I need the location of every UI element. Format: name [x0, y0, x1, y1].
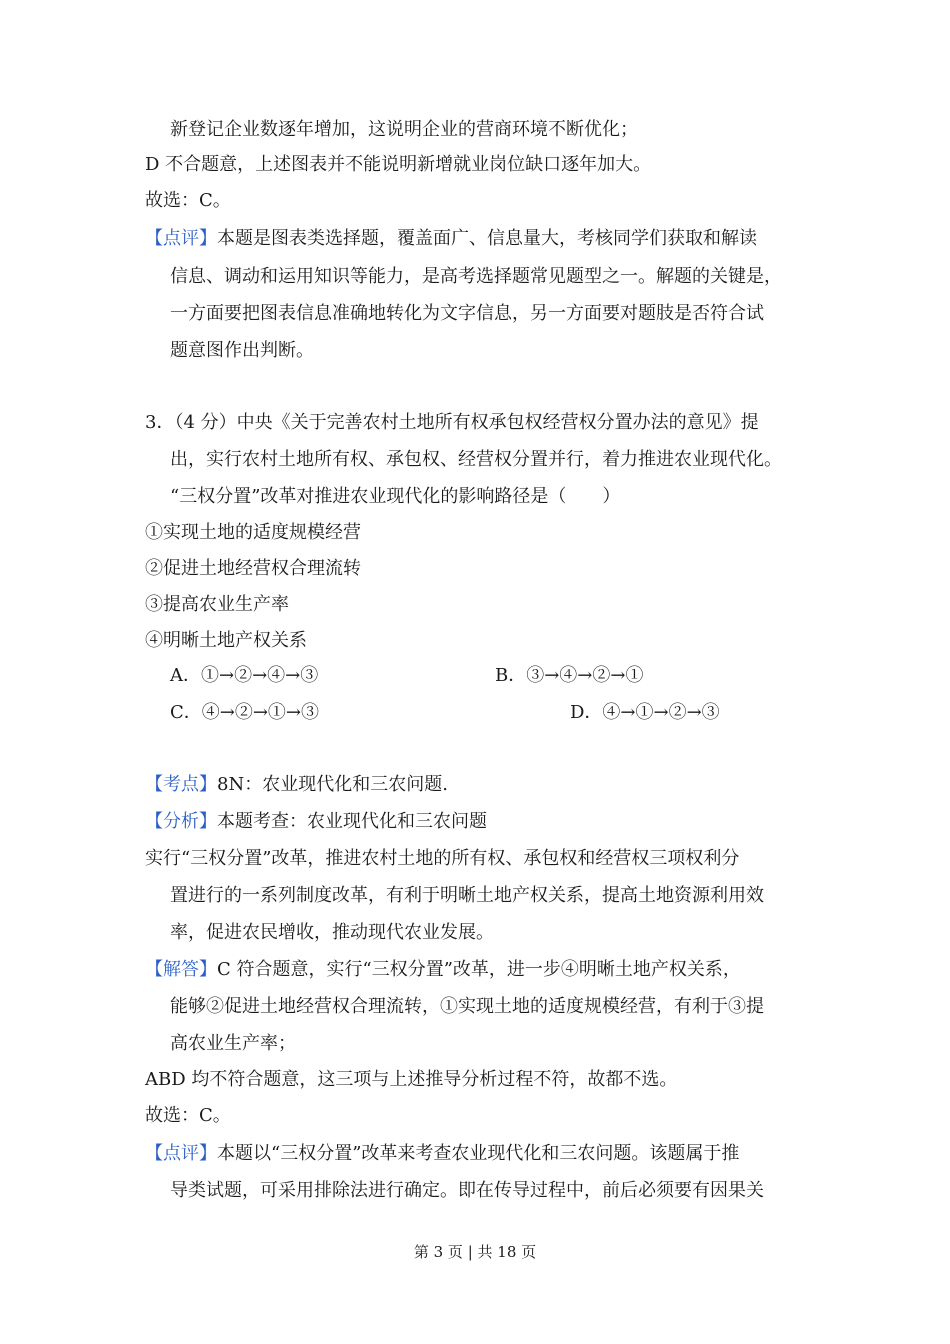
- question-item-1: ①实现土地的适度规模经营: [145, 522, 361, 543]
- dianping-line-2: 导类试题，可采用排除法进行确定。即在传导过程中，前后必须要有因果关: [170, 1180, 764, 1201]
- prev-analysis-line-1: 新登记企业数逐年增加，这说明企业的营商环境不断优化；: [170, 119, 638, 140]
- fenxi-line-3: 置进行的一系列制度改革，有利于明晰土地产权关系，提高土地资源利用效: [170, 885, 764, 906]
- jieda-text: C 符合题意，实行“三权分置”改革，进一步④明晰土地产权关系，: [217, 959, 741, 980]
- option-c: C．④→②→①→③: [170, 702, 320, 723]
- prev-comment-line-4: 题意图作出判断。: [170, 340, 314, 361]
- jieda-line-1: [145, 957, 741, 983]
- option-d: D．④→①→②→③: [570, 702, 720, 723]
- jieda-line-2: 能够②促进土地经营权合理流转，①实现土地的适度规模经营，有利于③提: [170, 996, 764, 1017]
- fenxi-text: 本题考查：农业现代化和三农问题: [217, 811, 487, 832]
- fenxi-line-4: 率，促进农民增收，推动现代农业发展。: [170, 922, 494, 943]
- dianping-line-1: [145, 1141, 739, 1167]
- question-item-3: ③提高农业生产率: [145, 594, 289, 615]
- dianping-text: 本题以“三权分置”改革来考查农业现代化和三农问题。该题属于推: [217, 1143, 740, 1164]
- prev-comment-line-3: 一方面要把图表信息准确地转化为文字信息，另一方面要对题肢是否符合试: [170, 303, 764, 324]
- fenxi-line-1: [145, 809, 487, 835]
- kaodian-text: 8N：农业现代化和三农问题.: [217, 774, 448, 795]
- question-item-4: ④明晰土地产权关系: [145, 630, 307, 651]
- question-line-3: “三权分置”改革对推进农业现代化的影响路径是（ ）: [170, 486, 621, 507]
- jieda-tag: 【解答】: [145, 959, 217, 980]
- comment-tag: 【点评】: [145, 228, 217, 249]
- prev-comment-line-1: [145, 226, 757, 252]
- jieda-answer: 故选：C。: [145, 1105, 231, 1126]
- question-line-2: 出，实行农村土地所有权、承包权、经营权分置并行，着力推进农业现代化。: [170, 449, 782, 470]
- jieda-line-4: ABD 均不符合题意，这三项与上述推导分析过程不符，故都不选。: [145, 1069, 678, 1090]
- prev-comment-text: 本题是图表类选择题，覆盖面广、信息量大，考核同学们获取和解读: [217, 228, 757, 249]
- question-item-2: ②促进土地经营权合理流转: [145, 558, 361, 579]
- kaodian-tag: 【考点】: [145, 774, 217, 795]
- jieda-line-3: 高农业生产率；: [170, 1033, 296, 1054]
- fenxi-tag: 【分析】: [145, 811, 217, 832]
- option-a: A．①→②→④→③: [170, 665, 319, 686]
- prev-answer: 故选：C。: [145, 190, 231, 211]
- page-footer: 第 3 页 | 共 18 页: [413, 1243, 537, 1261]
- dianping-tag: 【点评】: [145, 1143, 217, 1164]
- fenxi-line-2: 实行“三权分置”改革，推进农村土地的所有权、承包权和经营权三项权利分: [145, 848, 740, 869]
- prev-analysis-line-2: D 不合题意，上述图表并不能说明新增就业岗位缺口逐年加大。: [145, 154, 652, 175]
- question-line-1: 3．（4 分）中央《关于完善农村土地所有权承包权经营权分置办法的意见》提: [145, 412, 759, 433]
- kaodian-line: [145, 772, 448, 798]
- option-b: B．③→④→②→①: [495, 665, 644, 686]
- prev-comment-line-2: 信息、调动和运用知识等能力，是高考选择题常见题型之一。解题的关键是，: [170, 266, 782, 287]
